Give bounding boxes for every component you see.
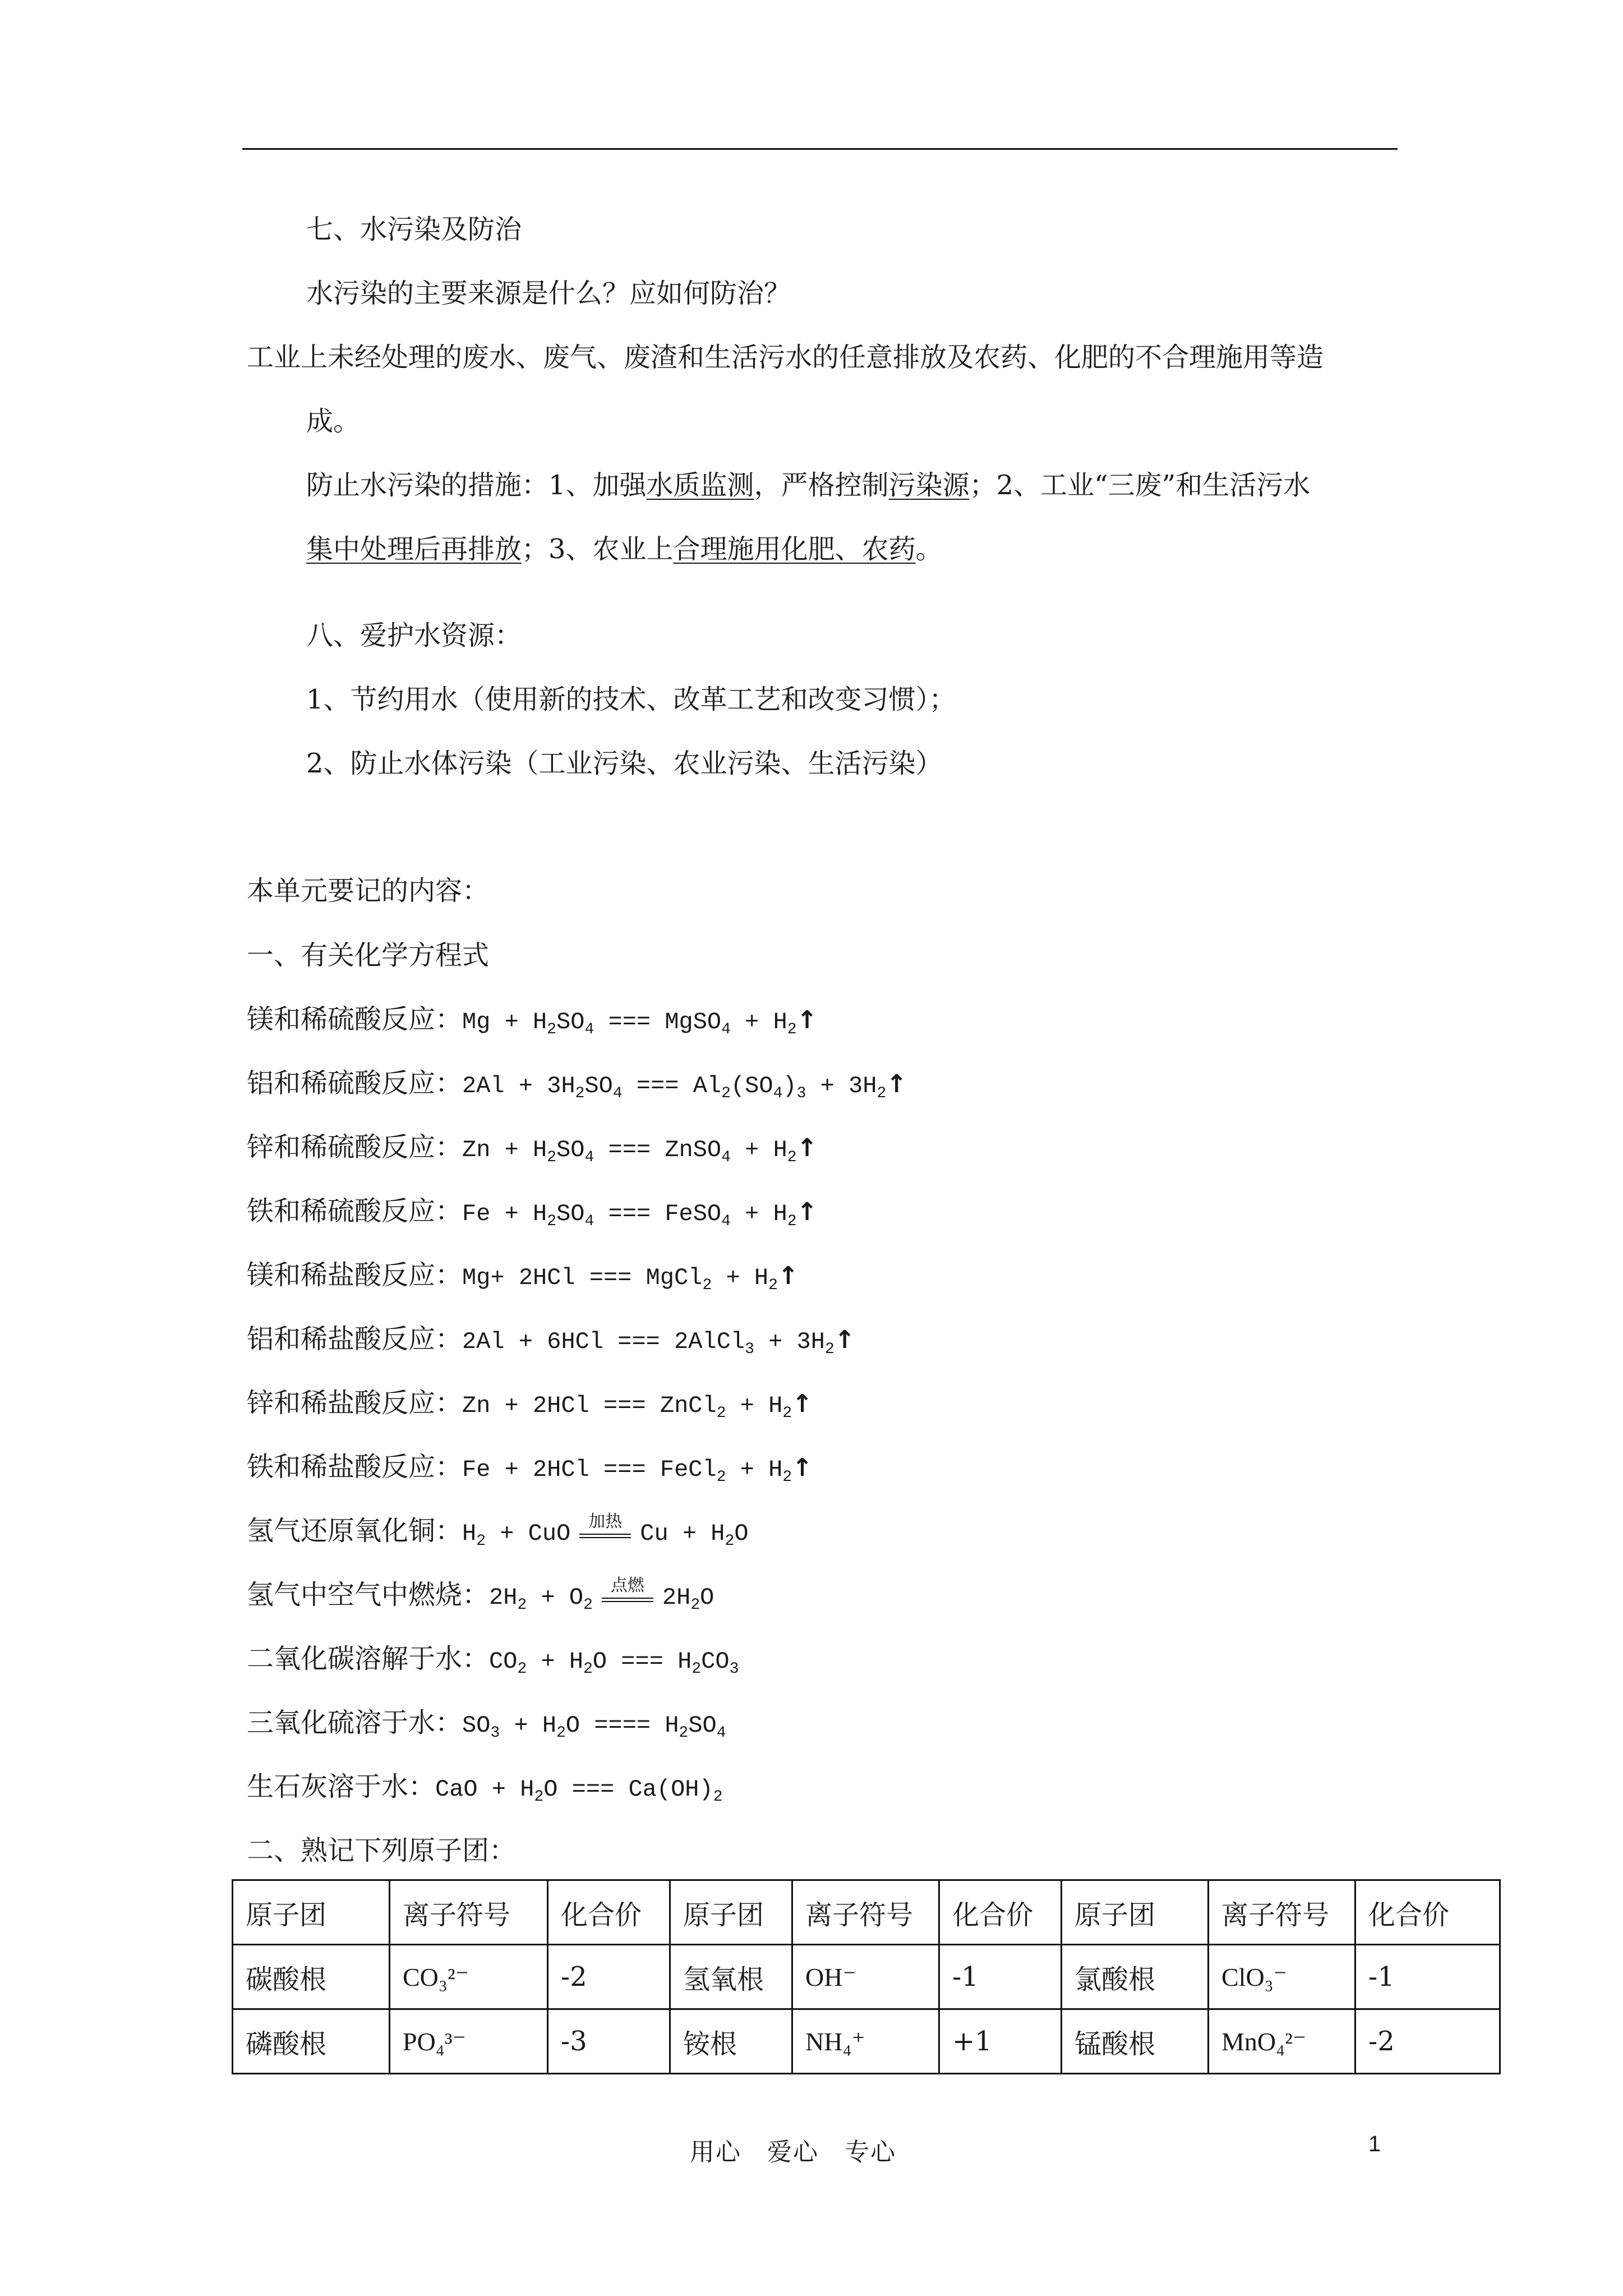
- table-row: [233, 1945, 1500, 2009]
- table-header: 化合价: [548, 1880, 670, 1945]
- table-cell: MnO₄²⁻: [1209, 2009, 1355, 2074]
- measures-line2: 集中处理后再排放；3、农业上合理施用化肥、农药。: [306, 533, 943, 565]
- reaction-condition: 加热: [579, 1522, 631, 1545]
- equation-row: 镁和稀盐酸反应：Mg+ 2HCl === MgCl$_2$ + $H_2↑$: [247, 1259, 799, 1294]
- table-cell: 铵根: [670, 2009, 792, 2074]
- equation-row: 铝和稀硫酸反应：$2Al + 3H_2SO_4$ === $Al_2(SO_4)_3$ + $3H_2↑$: [247, 1068, 907, 1102]
- section-7-heading: 七、水污染及防治: [306, 214, 522, 245]
- table-header: 离子符号: [1209, 1880, 1355, 1945]
- table-row: [233, 2009, 1500, 2074]
- equation-row: 锌和稀硫酸反应：$Zn + H_2SO_4$ === ZnSO$_4$ + $H_2↑$: [247, 1131, 818, 1166]
- measures-line1: 防止水污染的措施：1、加强水质监测，严格控制污染源；2、工业“三废”和生活污水: [306, 470, 1311, 501]
- section-7-answer-line1: 工业上未经处理的废水、废气、废渣和生活污水的任意排放及农药、化肥的不合理施用等造: [247, 342, 1324, 373]
- ion-heading: 二、熟记下列原子团：: [247, 1835, 517, 1866]
- table-header: 化合价: [1355, 1880, 1500, 1945]
- equations-heading: 一、有关化学方程式: [247, 940, 490, 971]
- equation-row: 二氧化碳溶解于水：$CO_2 + H_2O$ === $H_2CO_3$: [247, 1643, 739, 1678]
- table-cell: -2: [1355, 2009, 1500, 2074]
- table-header-row: [233, 1880, 1500, 1945]
- equation-row: 生石灰溶于水：CaO + $H_2O$ === $Ca(OH)_2$: [247, 1771, 723, 1806]
- equation-row: 铁和稀硫酸反应：$Fe + H_2SO_4$ === FeSO$_4$ + $H_2↑$: [247, 1195, 818, 1230]
- table-header: 原子团: [670, 1880, 792, 1945]
- table-cell: 磷酸根: [233, 2009, 390, 2074]
- table-header: 原子团: [233, 1880, 390, 1945]
- equation-row: 三氧化硫溶于水：$SO_3 + H_2O$ ==== $H_2SO_4$: [247, 1707, 726, 1742]
- table-cell: ClO₃⁻: [1209, 1945, 1355, 2009]
- table-cell: -1: [1355, 1945, 1500, 2009]
- table-header: 离子符号: [792, 1880, 939, 1945]
- page-number: 1: [1368, 2132, 1381, 2156]
- section-8-item2: 2、防止水体污染（工业污染、农业污染、生活污染）: [306, 748, 943, 779]
- table-header: 离子符号: [390, 1880, 548, 1945]
- reaction-condition: 点燃: [602, 1586, 653, 1609]
- table-cell: OH⁻: [792, 1945, 939, 2009]
- equation-row: 氢气还原氧化铜：$H_2$ + CuO 加热 $Cu + H_2O$: [247, 1511, 749, 1550]
- equation-row: 镁和稀硫酸反应：$Mg + H_2SO_4$ === MgSO$_4$ + $H_2↑$: [247, 1004, 818, 1038]
- equation-row: 锌和稀盐酸反应：Zn + 2HCl === ZnCl$_2$ + $H_2↑$: [247, 1387, 813, 1422]
- header-rule: [242, 148, 1398, 150]
- section-8-heading: 八、爱护水资源：: [306, 620, 522, 651]
- table-cell: NH₄⁺: [792, 2009, 939, 2074]
- ion-table: [232, 1879, 1501, 2074]
- table-cell: PO₄³⁻: [390, 2009, 548, 2074]
- footer-motto: 用心 爱心 专心: [690, 2138, 896, 2166]
- table-cell: -2: [548, 1945, 670, 2009]
- equation-row: 铁和稀盐酸反应：Fe + 2HCl === FeCl$_2$ + $H_2↑$: [247, 1451, 813, 1486]
- table-cell: 氢氧根: [670, 1945, 792, 2009]
- table-cell: 氯酸根: [1062, 1945, 1209, 2009]
- table-cell: +1: [939, 2009, 1062, 2074]
- section-7-answer-line2: 成。: [306, 406, 361, 437]
- equation-row: 氢气中空气中燃烧：$2H_2 + O_2$ 点燃 $2H_2O$: [247, 1575, 714, 1614]
- unit-title: 本单元要记的内容：: [247, 875, 490, 907]
- table-header: 原子团: [1062, 1880, 1209, 1945]
- table-cell: CO₃²⁻: [390, 1945, 548, 2009]
- section-7-question: 水污染的主要来源是什么？应如何防治？: [306, 278, 791, 309]
- table-cell: -3: [548, 2009, 670, 2074]
- table-cell: -1: [939, 1945, 1062, 2009]
- section-8-item1: 1、节约用水（使用新的技术、改革工艺和改变习惯）；: [306, 684, 956, 715]
- equation-row: 铝和稀盐酸反应：2Al + 6HCl === 2AlCl$_3$ + $3H_2↑$: [247, 1323, 855, 1358]
- table-cell: 锰酸根: [1062, 2009, 1209, 2074]
- table-cell: 碳酸根: [233, 1945, 390, 2009]
- table-header: 化合价: [939, 1880, 1062, 1945]
